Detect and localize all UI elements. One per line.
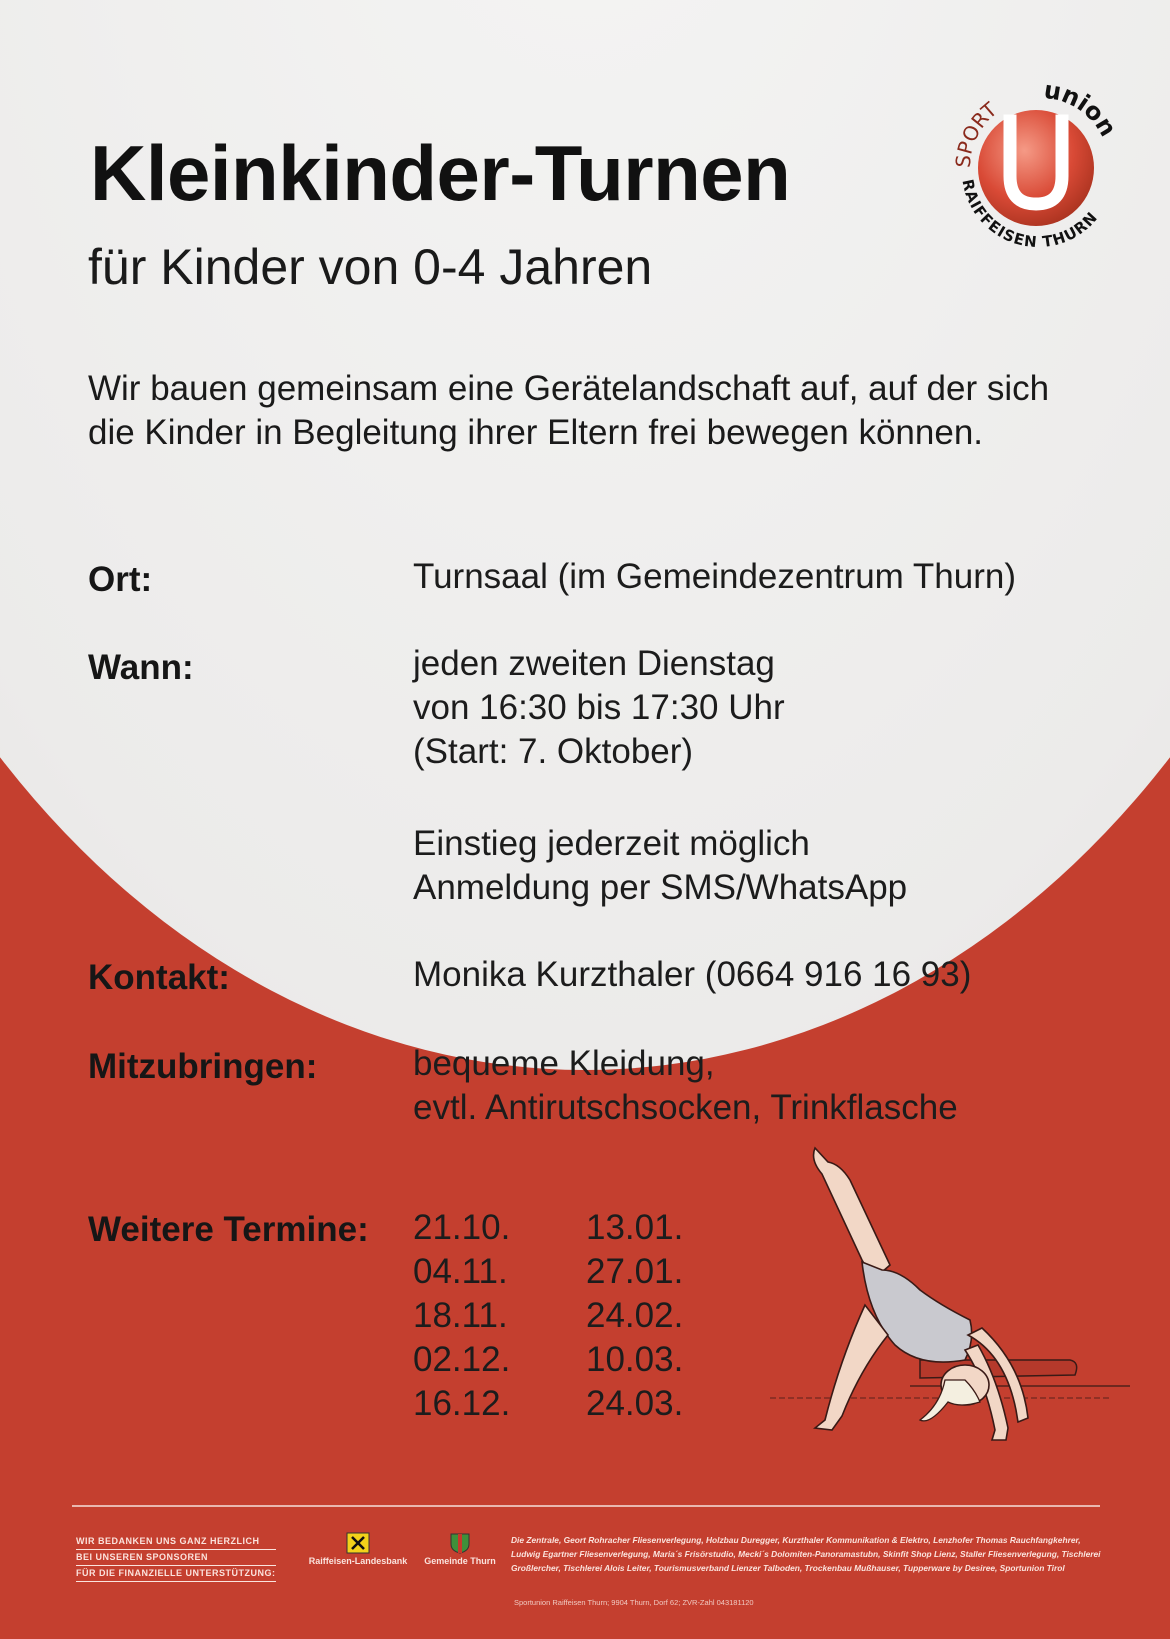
coat-of-arms-icon xyxy=(449,1532,471,1554)
termin-date: 04.11. xyxy=(413,1252,508,1291)
sponsor-thanks xyxy=(76,1534,276,1582)
kontakt-label: Kontakt: xyxy=(88,958,230,997)
mitzubringen-line: bequeme Kleidung, xyxy=(413,1044,715,1083)
logo-top-text: SPORT xyxy=(950,97,1002,169)
wann-label: Wann: xyxy=(88,648,194,687)
termin-date: 02.12. xyxy=(413,1340,511,1379)
extra-info xyxy=(413,822,907,910)
sponsor-raiffeisen xyxy=(308,1532,408,1566)
termin-date: 16.12. xyxy=(413,1384,511,1423)
logo-bottom-text: RAIFFEISEN THURN xyxy=(958,177,1102,252)
termin-date: 13.01. xyxy=(586,1208,684,1247)
extra-line: Anmeldung per SMS/WhatsApp xyxy=(413,868,908,907)
raiffeisen-icon xyxy=(346,1532,370,1554)
wann-value xyxy=(413,642,785,774)
mitzubringen-value xyxy=(413,1042,958,1130)
thanks-line: WIR BEDANKEN UNS GANZ HERZLICH xyxy=(76,1534,276,1550)
termin-date: 27.01. xyxy=(586,1252,684,1291)
sport-union-logo xyxy=(948,76,1128,256)
termine-column-2 xyxy=(586,1206,683,1426)
termine-column-1 xyxy=(413,1206,510,1426)
ort-value: Turnsaal (im Gemeindezentrum Thurn) xyxy=(413,557,1016,596)
extra-line: Einstieg jederzeit möglich xyxy=(413,824,810,863)
logo-brand-text: union xyxy=(1042,76,1123,142)
kontakt-value: Monika Kurzthaler (0664 916 16 93) xyxy=(413,955,972,994)
termin-date: 18.11. xyxy=(413,1296,508,1335)
sponsor-raiffeisen-label: Raiffeisen-Landesbank xyxy=(308,1556,408,1566)
gymnast-illustration xyxy=(770,1140,1140,1480)
ort-label: Ort: xyxy=(88,560,153,599)
termin-date: 10.03. xyxy=(586,1340,684,1379)
sponsor-gemeinde-label: Gemeinde Thurn xyxy=(424,1556,496,1566)
intro-text: Wir bauen gemeinsam eine Gerätelandschaft auf, auf der sich die Kinder in Begleitung ihrer Eltern frei bewegen können. xyxy=(88,369,1050,452)
termin-date: 24.02. xyxy=(586,1296,684,1335)
mitzubringen-label: Mitzubringen: xyxy=(88,1047,318,1086)
page-subtitle: für Kinder von 0-4 Jahren xyxy=(88,239,653,295)
termin-date: 21.10. xyxy=(413,1208,511,1247)
sponsor-list: Die Zentrale, Geort Rohracher Fliesenverlegung, Holzbau Duregger, Kurzthaler Kommunikation & Elektro, Lenzhofer Thomas Rauchfangkehrer, Ludwig Egartner Fliesenverlegung, Maria´s Frisörstudio, Mecki´s Dolomiten-Panoramastubn, Skinfit Shop Lienz, Staller Fliesenverlegung, Tischlerei Großlercher, Tischlerei Alois Leiter, Tourismusverband Lienzer Talboden, Trockenbau Mußhauser, Tupperware by Desiree, Sportunion Tirol xyxy=(511,1535,1101,1573)
page-title: Kleinkinder-Turnen xyxy=(90,129,791,217)
termin-date: 24.03. xyxy=(586,1384,684,1423)
wann-line: (Start: 7. Oktober) xyxy=(413,732,694,771)
footer-address: Sportunion Raiffeisen Thurn; 9904 Thurn, Dorf 62; ZVR-Zahl 043181120 xyxy=(514,1598,754,1607)
mitzubringen-line: evtl. Antirutschsocken, Trinkflasche xyxy=(413,1088,958,1127)
sponsor-gemeinde xyxy=(420,1532,500,1566)
wann-line: von 16:30 bis 17:30 Uhr xyxy=(413,688,785,727)
termine-label: Weitere Termine: xyxy=(88,1210,369,1249)
thanks-line: FÜR DIE FINANZIELLE UNTERSTÜTZUNG: xyxy=(76,1566,276,1582)
wann-line: jeden zweiten Dienstag xyxy=(413,644,775,683)
footer-divider xyxy=(72,1505,1100,1507)
thanks-line: BEI UNSEREN SPONSOREN xyxy=(76,1550,276,1566)
